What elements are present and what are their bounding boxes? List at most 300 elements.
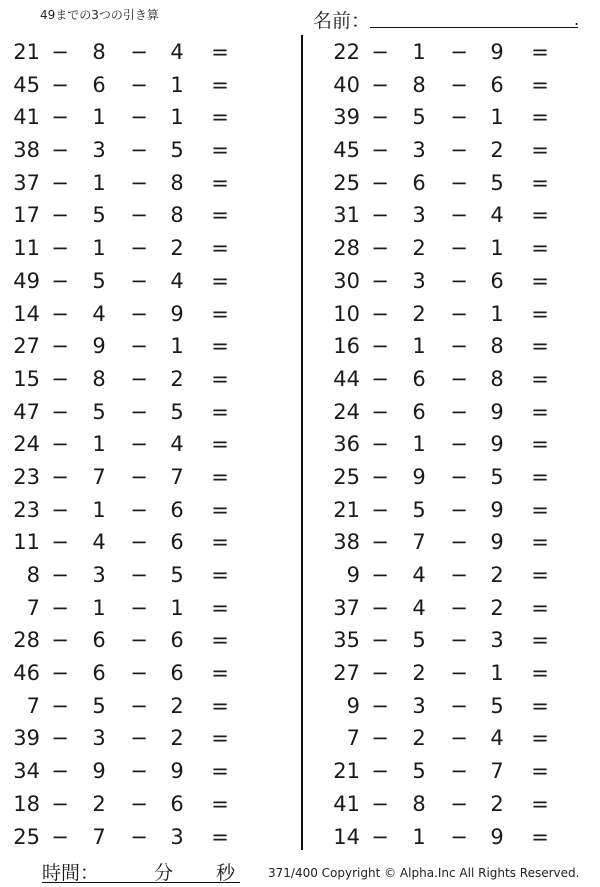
second-number: 7 [412, 530, 426, 555]
first-number: 8 [26, 563, 40, 587]
first-number: 18 [13, 791, 40, 816]
minus-sign: − [450, 40, 468, 64]
third-number: 4 [490, 726, 504, 751]
third-number: 6 [170, 628, 184, 653]
first-number: 11 [13, 236, 40, 261]
problem-row [320, 199, 600, 232]
third-number: 5 [490, 464, 504, 489]
minus-sign: − [130, 40, 148, 64]
minus-sign: − [51, 399, 69, 424]
equals-sign: = [531, 726, 549, 751]
first-number: 39 [13, 726, 40, 751]
minus-sign: − [130, 759, 148, 784]
time-record-field [42, 858, 240, 883]
second-number: 6 [412, 366, 426, 391]
second-number: 6 [92, 72, 106, 97]
equals-sign: = [531, 497, 549, 522]
third-number: 8 [490, 334, 504, 359]
second-number: 2 [412, 301, 426, 326]
third-number: 8 [490, 366, 504, 391]
minus-sign: − [371, 563, 389, 587]
third-number: 9 [170, 301, 184, 326]
minus-sign: − [371, 432, 389, 457]
first-number: 23 [13, 497, 40, 522]
problem-row [320, 461, 600, 494]
second-number: 8 [412, 72, 426, 97]
third-number: 2 [490, 138, 504, 163]
first-number: 11 [13, 530, 40, 555]
third-number: 2 [490, 791, 504, 816]
minus-sign: − [51, 40, 69, 64]
third-number: 6 [170, 530, 184, 555]
minus-sign: − [371, 530, 389, 555]
equals-sign: = [211, 105, 229, 130]
minus-sign: − [130, 530, 148, 555]
equals-sign: = [531, 72, 549, 97]
equals-sign: = [211, 72, 229, 97]
minus-sign: − [450, 726, 468, 751]
minus-sign: − [450, 497, 468, 522]
minus-sign: − [130, 497, 148, 522]
minus-sign: − [450, 138, 468, 163]
minus-sign: − [450, 791, 468, 816]
problem-row [0, 788, 280, 821]
equals-sign: = [531, 628, 549, 653]
third-number: 9 [490, 40, 504, 64]
first-number: 23 [13, 464, 40, 489]
third-number: 9 [490, 824, 504, 849]
minus-sign: − [450, 72, 468, 97]
problem-row [0, 821, 280, 854]
equals-sign: = [531, 301, 549, 326]
minus-sign: − [51, 236, 69, 261]
minus-sign: − [51, 366, 69, 391]
third-number: 4 [170, 432, 184, 457]
minus-sign: − [51, 72, 69, 97]
seconds-label: 秒 [216, 862, 236, 884]
minus-sign: − [450, 530, 468, 555]
first-number: 41 [333, 791, 360, 816]
minus-sign: − [51, 791, 69, 816]
problem-row [0, 559, 280, 592]
second-number: 2 [412, 661, 426, 686]
minus-sign: − [51, 464, 69, 489]
minus-sign: − [130, 726, 148, 751]
minus-sign: − [371, 138, 389, 163]
minutes-label: 分 [154, 862, 174, 884]
problem-row [320, 821, 600, 854]
equals-sign: = [211, 464, 229, 489]
equals-sign: = [531, 105, 549, 130]
problem-row [0, 363, 280, 396]
minus-sign: − [371, 40, 389, 64]
second-number: 9 [92, 334, 106, 359]
minus-sign: − [450, 824, 468, 849]
name-field-dot: . [574, 10, 580, 29]
first-number: 37 [333, 595, 360, 620]
first-number: 31 [333, 203, 360, 228]
third-number: 4 [170, 40, 184, 64]
problem-row [0, 722, 280, 755]
equals-sign: = [531, 432, 549, 457]
first-number: 15 [13, 366, 40, 391]
second-number: 4 [412, 563, 426, 587]
first-number: 17 [13, 203, 40, 228]
first-number: 36 [333, 432, 360, 457]
first-number: 14 [13, 301, 40, 326]
problem-row [320, 363, 600, 396]
problem-row [320, 265, 600, 298]
second-number: 2 [92, 791, 106, 816]
minus-sign: − [130, 236, 148, 261]
equals-sign: = [531, 791, 549, 816]
minus-sign: − [51, 432, 69, 457]
second-number: 1 [92, 432, 106, 457]
equals-sign: = [211, 203, 229, 228]
problem-row [0, 298, 280, 331]
equals-sign: = [211, 334, 229, 359]
equals-sign: = [531, 693, 549, 718]
minus-sign: − [371, 399, 389, 424]
minus-sign: − [51, 334, 69, 359]
minus-sign: − [450, 203, 468, 228]
equals-sign: = [531, 563, 549, 587]
first-number: 45 [333, 138, 360, 163]
third-number: 4 [170, 268, 184, 293]
minus-sign: − [130, 268, 148, 293]
second-number: 5 [412, 759, 426, 784]
second-number: 3 [92, 138, 106, 163]
problem-row [0, 396, 280, 429]
third-number: 1 [490, 301, 504, 326]
problem-row [320, 232, 600, 265]
problem-row [320, 69, 600, 102]
equals-sign: = [211, 661, 229, 686]
minus-sign: − [130, 693, 148, 718]
problem-row [0, 657, 280, 690]
first-number: 28 [333, 236, 360, 261]
minus-sign: − [130, 628, 148, 653]
third-number: 3 [170, 824, 184, 849]
minus-sign: − [371, 366, 389, 391]
first-number: 34 [13, 759, 40, 784]
minus-sign: − [371, 464, 389, 489]
minus-sign: − [371, 105, 389, 130]
third-number: 6 [170, 497, 184, 522]
minus-sign: − [51, 693, 69, 718]
minus-sign: − [371, 824, 389, 849]
third-number: 2 [170, 236, 184, 261]
problem-row [0, 428, 280, 461]
minus-sign: − [130, 432, 148, 457]
second-number: 6 [412, 170, 426, 195]
equals-sign: = [211, 726, 229, 751]
second-number: 2 [412, 726, 426, 751]
first-number: 38 [13, 138, 40, 163]
equals-sign: = [531, 334, 549, 359]
first-number: 37 [13, 170, 40, 195]
third-number: 9 [490, 399, 504, 424]
minus-sign: − [51, 203, 69, 228]
second-number: 5 [92, 268, 106, 293]
problem-row [320, 167, 600, 200]
third-number: 1 [170, 72, 184, 97]
second-number: 4 [92, 530, 106, 555]
first-number: 10 [333, 301, 360, 326]
minus-sign: − [130, 301, 148, 326]
first-number: 21 [333, 759, 360, 784]
second-number: 7 [92, 464, 106, 489]
equals-sign: = [531, 530, 549, 555]
third-number: 3 [490, 628, 504, 653]
problem-row [0, 330, 280, 363]
first-number: 44 [333, 366, 360, 391]
first-number: 24 [13, 432, 40, 457]
equals-sign: = [211, 432, 229, 457]
third-number: 8 [170, 170, 184, 195]
minus-sign: − [371, 334, 389, 359]
second-number: 4 [92, 301, 106, 326]
equals-sign: = [211, 530, 229, 555]
minus-sign: − [371, 791, 389, 816]
minus-sign: − [130, 138, 148, 163]
problem-row [0, 755, 280, 788]
first-number: 28 [13, 628, 40, 653]
second-number: 1 [92, 595, 106, 620]
equals-sign: = [531, 464, 549, 489]
minus-sign: − [450, 170, 468, 195]
second-number: 5 [92, 203, 106, 228]
second-number: 3 [412, 268, 426, 293]
second-number: 1 [92, 105, 106, 130]
minus-sign: − [371, 497, 389, 522]
first-number: 9 [346, 563, 360, 587]
minus-sign: − [371, 203, 389, 228]
minus-sign: − [450, 661, 468, 686]
problem-row [320, 755, 600, 788]
first-number: 41 [13, 105, 40, 130]
third-number: 5 [170, 563, 184, 587]
second-number: 2 [412, 236, 426, 261]
second-number: 1 [412, 824, 426, 849]
equals-sign: = [531, 40, 549, 64]
second-number: 4 [412, 595, 426, 620]
minus-sign: − [371, 759, 389, 784]
minus-sign: − [51, 530, 69, 555]
minus-sign: − [51, 595, 69, 620]
minus-sign: − [371, 595, 389, 620]
third-number: 1 [490, 236, 504, 261]
minus-sign: − [130, 464, 148, 489]
second-number: 9 [412, 464, 426, 489]
minus-sign: − [130, 661, 148, 686]
problem-row [320, 298, 600, 331]
minus-sign: − [130, 791, 148, 816]
minus-sign: − [371, 236, 389, 261]
problem-row [0, 690, 280, 723]
first-number: 40 [333, 72, 360, 97]
minus-sign: − [51, 138, 69, 163]
minus-sign: − [371, 170, 389, 195]
first-number: 38 [333, 530, 360, 555]
minus-sign: − [130, 563, 148, 587]
equals-sign: = [211, 170, 229, 195]
minus-sign: − [450, 563, 468, 587]
problem-row [0, 101, 280, 134]
minus-sign: − [51, 726, 69, 751]
third-number: 9 [490, 432, 504, 457]
third-number: 2 [490, 563, 504, 587]
first-number: 25 [333, 464, 360, 489]
problem-row [0, 69, 280, 102]
problem-row [0, 167, 280, 200]
first-number: 22 [333, 40, 360, 64]
minus-sign: − [450, 366, 468, 391]
minus-sign: − [450, 693, 468, 718]
minus-sign: − [371, 268, 389, 293]
minus-sign: − [130, 595, 148, 620]
third-number: 1 [170, 334, 184, 359]
second-number: 7 [92, 824, 106, 849]
minus-sign: − [450, 759, 468, 784]
equals-sign: = [211, 563, 229, 587]
equals-sign: = [211, 628, 229, 653]
third-number: 5 [490, 170, 504, 195]
second-number: 6 [92, 661, 106, 686]
equals-sign: = [531, 595, 549, 620]
third-number: 8 [170, 203, 184, 228]
second-number: 5 [92, 399, 106, 424]
third-number: 1 [490, 661, 504, 686]
minus-sign: − [51, 170, 69, 195]
second-number: 5 [412, 497, 426, 522]
minus-sign: − [450, 595, 468, 620]
equals-sign: = [531, 366, 549, 391]
third-number: 7 [170, 464, 184, 489]
problem-row [320, 101, 600, 134]
first-number: 27 [333, 661, 360, 686]
problem-row [320, 592, 600, 625]
minus-sign: − [51, 661, 69, 686]
third-number: 9 [490, 497, 504, 522]
minus-sign: − [130, 366, 148, 391]
equals-sign: = [531, 138, 549, 163]
problem-row [320, 330, 600, 363]
third-number: 6 [170, 661, 184, 686]
third-number: 2 [170, 726, 184, 751]
second-number: 3 [412, 693, 426, 718]
column-divider [301, 35, 303, 850]
first-number: 46 [13, 661, 40, 686]
third-number: 5 [170, 138, 184, 163]
minus-sign: − [51, 824, 69, 849]
second-number: 6 [412, 399, 426, 424]
equals-sign: = [211, 399, 229, 424]
minus-sign: − [51, 497, 69, 522]
third-number: 1 [170, 105, 184, 130]
second-number: 3 [412, 203, 426, 228]
second-number: 8 [412, 791, 426, 816]
third-number: 5 [490, 693, 504, 718]
minus-sign: − [450, 334, 468, 359]
third-number: 6 [490, 268, 504, 293]
equals-sign: = [211, 791, 229, 816]
problem-row [0, 199, 280, 232]
equals-sign: = [211, 693, 229, 718]
equals-sign: = [211, 268, 229, 293]
first-number: 25 [13, 824, 40, 849]
problem-row [320, 526, 600, 559]
second-number: 5 [92, 693, 106, 718]
problem-column-right [320, 36, 600, 854]
first-number: 25 [333, 170, 360, 195]
second-number: 8 [92, 40, 106, 64]
minus-sign: − [51, 759, 69, 784]
equals-sign: = [531, 661, 549, 686]
minus-sign: − [130, 105, 148, 130]
third-number: 9 [490, 530, 504, 555]
third-number: 1 [170, 595, 184, 620]
equals-sign: = [531, 824, 549, 849]
third-number: 6 [170, 791, 184, 816]
minus-sign: − [51, 105, 69, 130]
second-number: 5 [412, 628, 426, 653]
problem-row [0, 265, 280, 298]
first-number: 27 [13, 334, 40, 359]
first-number: 9 [346, 693, 360, 718]
first-number: 21 [13, 40, 40, 64]
first-number: 47 [13, 399, 40, 424]
minus-sign: − [51, 268, 69, 293]
first-number: 30 [333, 268, 360, 293]
minus-sign: − [130, 824, 148, 849]
equals-sign: = [531, 268, 549, 293]
problem-row [0, 232, 280, 265]
minus-sign: − [130, 72, 148, 97]
worksheet-title: 49までの3つの引き算 [40, 8, 159, 22]
problem-row [320, 624, 600, 657]
first-number: 16 [333, 334, 360, 359]
minus-sign: − [450, 399, 468, 424]
name-label: 名前： [313, 10, 371, 32]
problem-row [320, 690, 600, 723]
problem-row [0, 526, 280, 559]
second-number: 1 [412, 334, 426, 359]
equals-sign: = [531, 236, 549, 261]
first-number: 49 [13, 268, 40, 293]
third-number: 9 [170, 759, 184, 784]
equals-sign: = [211, 236, 229, 261]
minus-sign: − [450, 628, 468, 653]
problem-row [320, 657, 600, 690]
first-number: 7 [26, 595, 40, 620]
second-number: 3 [92, 563, 106, 587]
minus-sign: − [51, 563, 69, 587]
minus-sign: − [371, 726, 389, 751]
equals-sign: = [211, 40, 229, 64]
problem-row [320, 559, 600, 592]
first-number: 14 [333, 824, 360, 849]
equals-sign: = [531, 203, 549, 228]
problem-row [0, 592, 280, 625]
problem-row [320, 722, 600, 755]
copyright-text: 371/400 Copyright © Alpha.Inc All Rights Reserved. [268, 866, 580, 880]
second-number: 6 [92, 628, 106, 653]
equals-sign: = [211, 366, 229, 391]
minus-sign: − [450, 105, 468, 130]
minus-sign: − [371, 301, 389, 326]
first-number: 45 [13, 72, 40, 97]
